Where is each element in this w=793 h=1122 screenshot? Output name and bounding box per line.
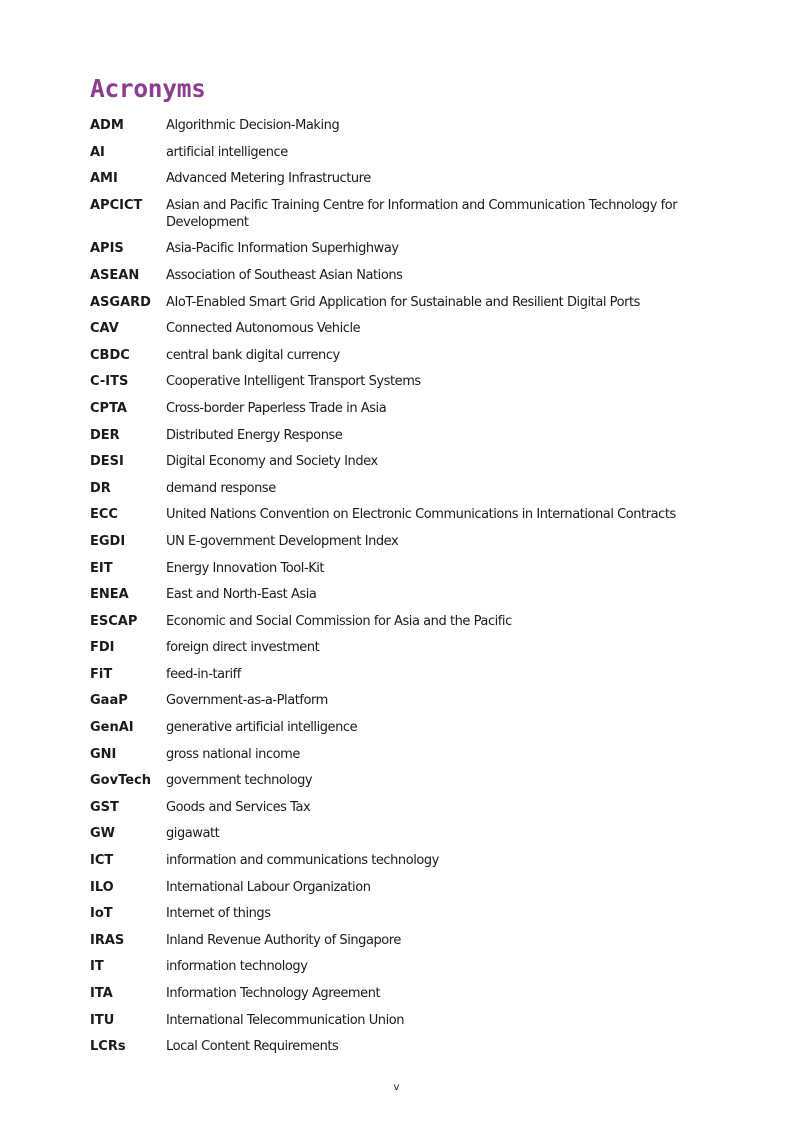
acronym-definition: AIoT-Enabled Smart Grid Application for Sustainable and Resilient Digital Ports — [166, 294, 640, 310]
acronym-abbreviation: ILO — [90, 879, 114, 895]
acronym-definition: generative artificial intelligence — [166, 720, 358, 736]
acronym-abbreviation: GovTech — [90, 773, 151, 789]
acronym-list — [90, 117, 710, 1065]
acronym-definition: East and North-East Asia — [166, 587, 317, 603]
acronym-definition: Local Content Requirements — [166, 1039, 339, 1055]
acronym-row — [90, 799, 710, 816]
acronym-definition: Asia-Pacific Information Superhighway — [166, 241, 399, 257]
acronym-row — [90, 267, 710, 284]
acronym-abbreviation: LCRs — [90, 1039, 126, 1055]
acronym-row — [90, 958, 710, 975]
acronym-abbreviation: ECC — [90, 507, 118, 523]
acronym-row — [90, 480, 710, 497]
acronym-definition: central bank digital currency — [166, 347, 340, 363]
acronym-row — [90, 400, 710, 417]
acronym-abbreviation: ICT — [90, 853, 114, 869]
acronym-definition: UN E-government Development Index — [166, 533, 399, 549]
acronym-definition: Internet of things — [166, 906, 271, 922]
acronym-definition: Inland Revenue Authority of Singapore — [166, 932, 401, 948]
acronym-row — [90, 240, 710, 257]
acronym-row — [90, 692, 710, 709]
acronym-row — [90, 586, 710, 603]
acronym-abbreviation: ASEAN — [90, 267, 140, 283]
acronym-definition: artificial intelligence — [166, 144, 288, 160]
acronym-row — [90, 1038, 710, 1055]
acronym-definition: gigawatt — [166, 826, 220, 842]
acronym-row — [90, 427, 710, 444]
acronym-definition: Goods and Services Tax — [166, 799, 311, 815]
acronym-row — [90, 613, 710, 630]
acronym-definition: information and communications technology — [166, 853, 439, 869]
acronym-row — [90, 1012, 710, 1029]
acronym-abbreviation: DESI — [90, 454, 124, 470]
acronym-definition: Association of Southeast Asian Nations — [166, 267, 403, 283]
acronym-row — [90, 772, 710, 789]
acronym-definition: Cross-border Paperless Trade in Asia — [166, 400, 387, 416]
acronym-definition: Government-as-a-Platform — [166, 693, 328, 709]
acronym-row — [90, 453, 710, 470]
acronym-abbreviation: GW — [90, 826, 116, 842]
acronym-row — [90, 879, 710, 896]
acronym-row — [90, 533, 710, 550]
acronym-abbreviation: GenAI — [90, 720, 134, 736]
acronym-row — [90, 320, 710, 337]
acronym-definition: information technology — [166, 959, 308, 975]
acronym-abbreviation: EGDI — [90, 533, 126, 549]
acronym-definition: Digital Economy and Society Index — [166, 454, 378, 470]
acronym-definition: Economic and Social Commission for Asia and the Pacific — [166, 613, 512, 629]
page-number: v — [393, 1082, 400, 1093]
acronym-row — [90, 639, 710, 656]
page-title: Acronyms — [90, 74, 206, 103]
acronym-definition: gross national income — [166, 746, 300, 762]
acronym-row — [90, 560, 710, 577]
acronym-definition: Advanced Metering Infrastructure — [166, 171, 371, 187]
acronym-abbreviation: EIT — [90, 560, 113, 576]
acronym-row — [90, 746, 710, 763]
acronym-row — [90, 294, 710, 311]
acronym-abbreviation: GST — [90, 799, 119, 815]
acronym-abbreviation: CPTA — [90, 400, 127, 416]
acronym-row — [90, 905, 710, 922]
acronym-definition: Cooperative Intelligent Transport Systems — [166, 374, 421, 390]
acronym-row — [90, 506, 710, 523]
acronym-row — [90, 144, 710, 161]
acronym-row — [90, 985, 710, 1002]
acronym-abbreviation: IoT — [90, 906, 113, 922]
acronym-abbreviation: CBDC — [90, 347, 130, 363]
acronym-abbreviation: FiT — [90, 666, 113, 682]
acronym-abbreviation: DER — [90, 427, 120, 443]
acronym-abbreviation: GaaP — [90, 693, 128, 709]
acronym-row — [90, 719, 710, 736]
acronym-definition: Connected Autonomous Vehicle — [166, 321, 361, 337]
acronym-abbreviation: GNI — [90, 746, 117, 762]
acronym-abbreviation: AMI — [90, 171, 118, 187]
acronym-definition: Distributed Energy Response — [166, 427, 343, 443]
acronym-row — [90, 932, 710, 949]
acronym-abbreviation: ITU — [90, 1012, 115, 1028]
acronym-row — [90, 825, 710, 842]
acronym-abbreviation: DR — [90, 480, 111, 496]
acronym-abbreviation: AI — [90, 144, 105, 160]
acronym-definition: Information Technology Agreement — [166, 986, 381, 1001]
acronym-row — [90, 170, 710, 187]
acronym-abbreviation: ENEA — [90, 587, 129, 603]
acronym-abbreviation: FDI — [90, 640, 115, 656]
acronym-abbreviation: CAV — [90, 321, 119, 337]
acronym-definition: Algorithmic Decision-Making — [166, 118, 340, 133]
acronym-row — [90, 373, 710, 390]
acronym-definition: foreign direct investment — [166, 640, 320, 656]
acronym-row — [90, 347, 710, 364]
acronym-abbreviation: ITA — [90, 986, 113, 1001]
acronym-row — [90, 117, 710, 134]
acronym-definition: United Nations Convention on Electronic Communications in International Contracts — [166, 507, 676, 523]
acronym-row — [90, 852, 710, 869]
acronym-abbreviation: IRAS — [90, 932, 125, 948]
acronym-abbreviation: APIS — [90, 241, 124, 257]
acronym-definition: feed-in-tariff — [166, 666, 241, 682]
acronym-abbreviation: ADM — [90, 118, 124, 133]
acronym-row — [90, 197, 710, 231]
acronym-abbreviation: ESCAP — [90, 613, 138, 629]
acronym-definition: government technology — [166, 773, 313, 789]
acronym-definition: Energy Innovation Tool-Kit — [166, 560, 325, 576]
acronym-row — [90, 666, 710, 683]
acronym-abbreviation: ASGARD — [90, 294, 151, 310]
acronym-definition: Asian and Pacific Training Centre for Information and Communication Technology for Development — [166, 197, 678, 230]
acronym-abbreviation: C-ITS — [90, 374, 129, 390]
acronym-definition: International Labour Organization — [166, 879, 371, 895]
acronym-definition: demand response — [166, 480, 276, 496]
acronym-abbreviation: IT — [90, 959, 104, 975]
acronym-definition: International Telecommunication Union — [166, 1012, 405, 1028]
acronym-abbreviation: APCICT — [90, 197, 143, 213]
